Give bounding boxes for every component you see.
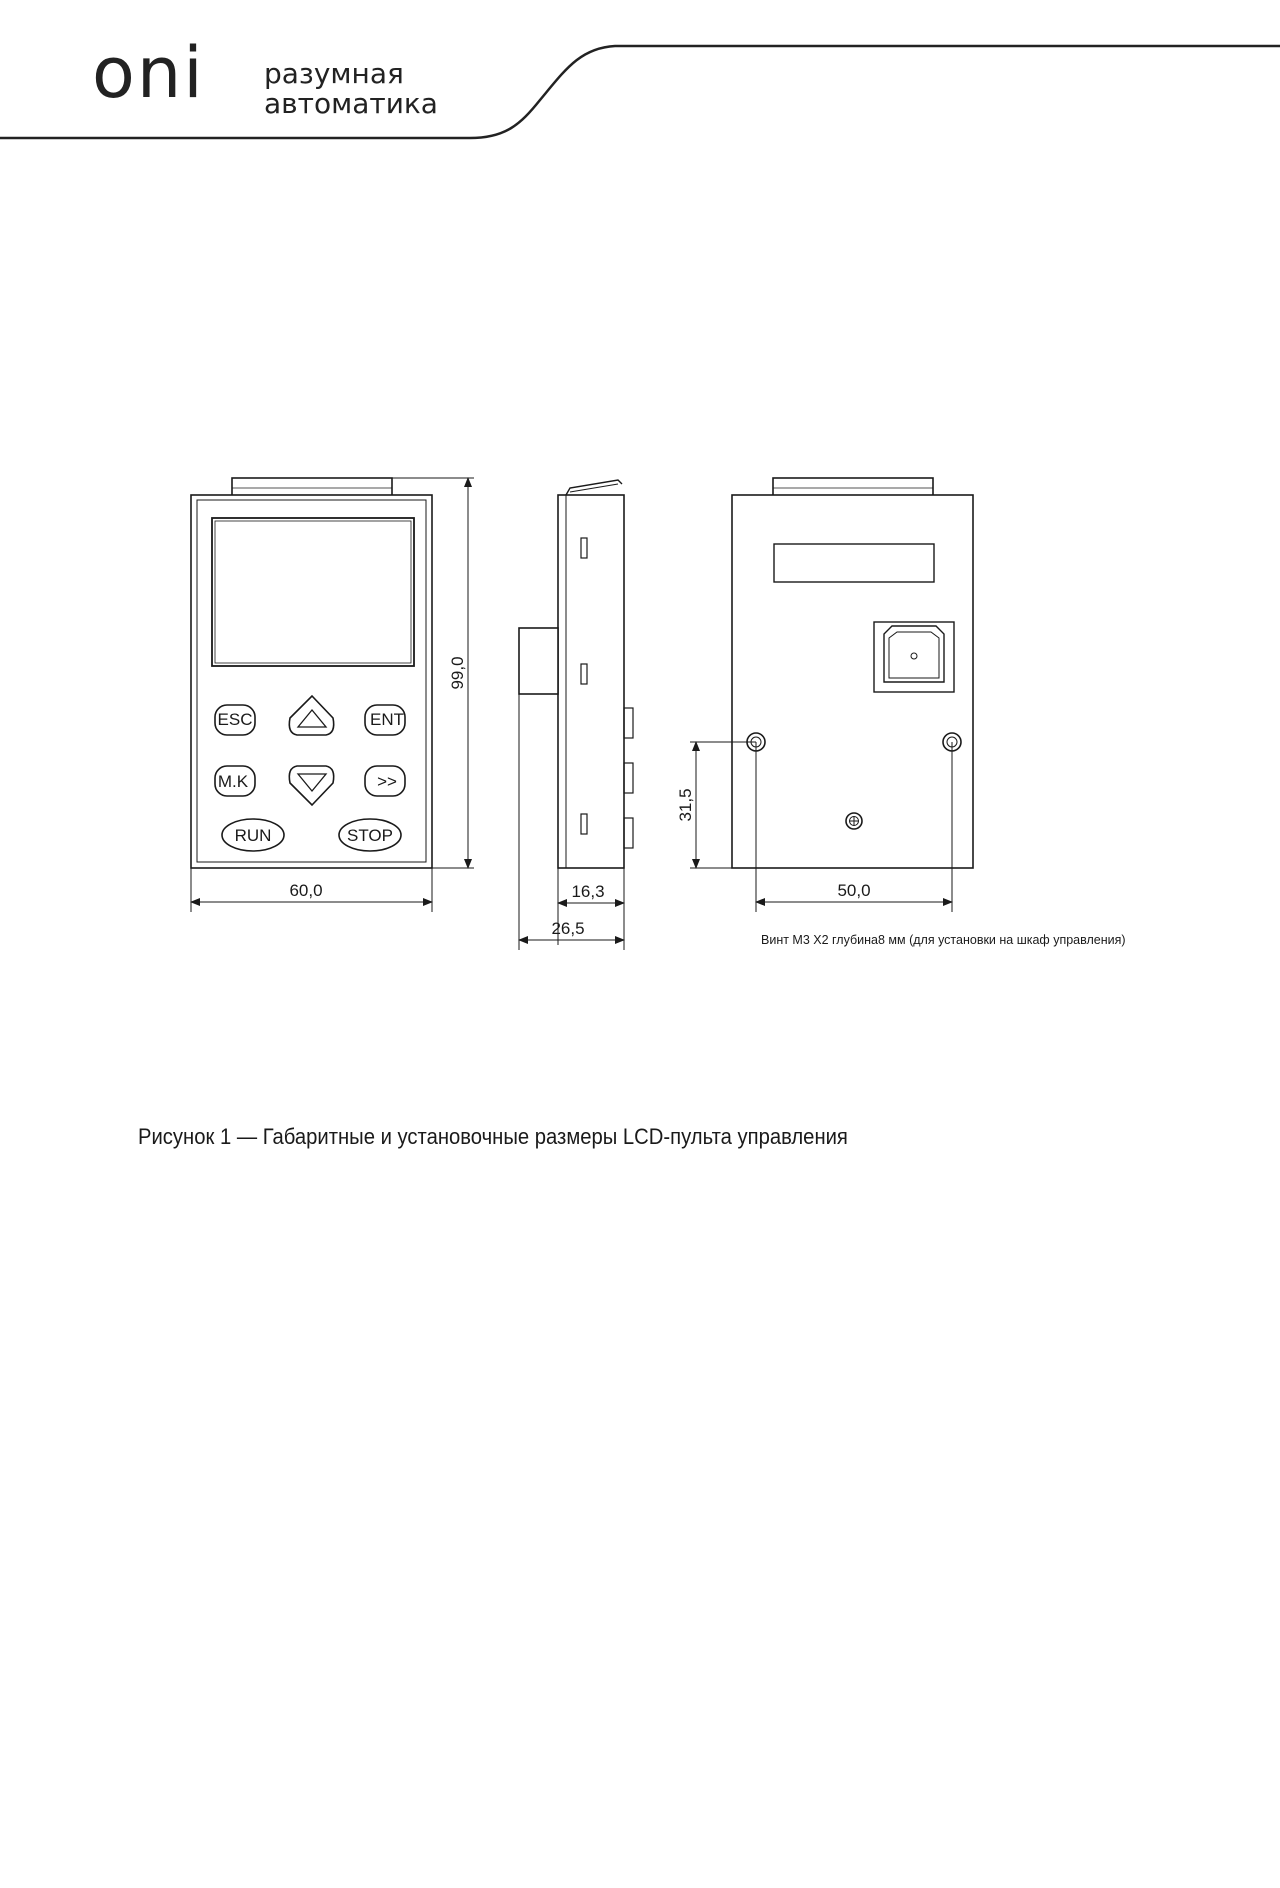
- brand-logo: oni: [92, 32, 205, 114]
- front-view: [191, 478, 474, 912]
- key-esc-label: ESC: [217, 710, 253, 729]
- side-view: [519, 480, 633, 950]
- dimension-body-depth-label: 16,3: [571, 882, 605, 901]
- dimension-mount-spacing-label: 50,0: [837, 881, 871, 900]
- back-view: [690, 478, 973, 912]
- key-mk-label: M.K: [217, 772, 249, 791]
- brand-tagline-line2: автоматика: [264, 87, 438, 120]
- figure-caption: Рисунок 1 — Габаритные и установочные размеры LCD-пульта управления: [138, 1124, 848, 1149]
- key-ent-label: ENT: [370, 710, 404, 729]
- brand-tagline-line1: разумная: [264, 57, 404, 90]
- key-run-label: RUN: [234, 826, 272, 845]
- key-next-label: >>: [377, 772, 397, 791]
- mount-screw-note: Винт М3 Х2 глубина8 мм (для установки на шкаф управления): [761, 933, 1126, 947]
- side-view-labels: [551, 882, 604, 938]
- key-stop-label: STOP: [347, 826, 393, 845]
- dimension-mount-vertical-label: 31,5: [676, 788, 695, 822]
- dimension-total-depth-label: 26,5: [551, 919, 585, 938]
- dimension-front-width-label: 60,0: [289, 881, 323, 900]
- dimension-height-label: 99,0: [448, 656, 467, 690]
